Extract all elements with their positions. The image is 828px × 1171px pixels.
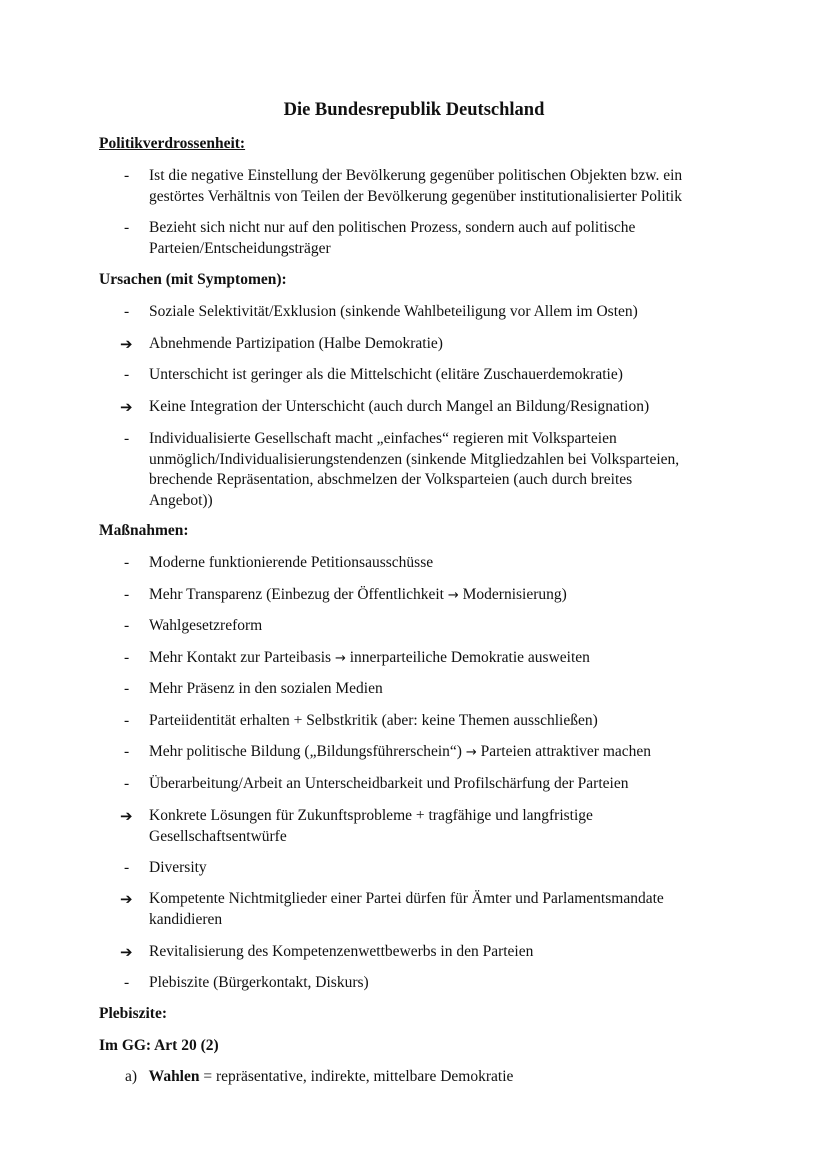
item-text: Keine Integration der Unterschicht (auch durch Mangel an Bildung/Resignation) [149,398,650,415]
item-text: Abnehmende Partizipation (Halbe Demokratie) [149,335,443,352]
item-text: Plebiszite (Bürgerkontakt, Diskurs) [149,974,369,991]
item-text: Mehr Kontakt zur Parteibasis → innerparteiliche Demokratie ausweiten [149,649,590,666]
dash-bullet: - [124,617,130,634]
item-text: Revitalisierung des Kompetenzenwettbewerbs in den Parteien [149,943,534,960]
item-text: brechende Repräsentation, abschmelzen der Volksparteien (auch durch breites [149,471,633,488]
heading-massnahmen: Maßnahmen: [99,522,189,539]
dash-bullet: - [124,586,130,603]
dash-bullet: - [124,974,130,991]
dash-bullet: - [124,743,130,760]
item-text: unmöglich/Individualisierungstendenzen (sinkende Mitgliedzahlen bei Volksparteien, [149,450,680,468]
item-term: Wahlen [148,1068,200,1085]
heading-im-gg: Im GG: Art 20 (2) [99,1037,219,1054]
right-arrow-icon: → [447,588,459,603]
lettered-item [125,1068,513,1086]
item-text: Individualisierte Gesellschaft macht „einfaches“ regieren mit Volksparteien [149,430,617,447]
right-arrow-icon: → [465,745,477,760]
heading-ursachen: Ursachen (mit Symptomen): [99,271,287,288]
item-text: Konkrete Lösungen für Zukunftsprobleme + tragfähige und langfristige [149,807,593,824]
dash-bullet: - [124,366,130,383]
arrow-bullet-icon: ➔ [120,943,133,961]
item-text: Parteien/Entscheidungsträger [149,239,331,257]
item-definition: = repräsentative, indirekte, mittelbare Demokratie [199,1068,514,1085]
item-text: gestörtes Verhältnis von Teilen der Bevölkerung gegenüber institutionalisierter Politik [149,187,682,205]
dash-bullet: - [124,167,130,184]
item-label: a) [125,1068,138,1085]
dash-bullet: - [124,554,130,571]
arrow-bullet-icon: ➔ [120,335,133,353]
item-text: Mehr Präsenz in den sozialen Medien [149,680,383,697]
item-text: Moderne funktionierende Petitionsausschüsse [149,554,434,571]
item-text: Gesellschaftsentwürfe [149,827,287,845]
item-text: Unterschicht ist geringer als die Mittelschicht (elitäre Zuschauerdemokratie) [149,366,623,383]
item-text: Ist die negative Einstellung der Bevölkerung gegenüber politischen Objekten bzw. ein [149,167,683,184]
item-text: Wahlgesetzreform [149,617,263,634]
right-arrow-icon: → [334,651,346,666]
item-text: Soziale Selektivität/Exklusion (sinkende Wahlbeteiligung vor Allem im Osten) [149,303,638,320]
item-text: Überarbeitung/Arbeit an Unterscheidbarkeit und Profilschärfung der Parteien [149,775,629,792]
heading-politikverdrossenheit: Politikverdrossenheit: [99,135,246,152]
arrow-bullet-icon: ➔ [120,398,133,416]
dash-bullet: - [124,859,130,876]
dash-bullet: - [124,430,130,447]
item-text: kandidieren [149,910,223,928]
dash-bullet: - [124,303,130,320]
arrow-bullet-icon: ➔ [120,807,133,825]
heading-plebiszite: Plebiszite: [99,1005,168,1022]
page-title: Die Bundesrepublik Deutschland [283,100,545,120]
dash-bullet: - [124,649,130,666]
item-text: Mehr politische Bildung („Bildungsführerschein“) → Parteien attraktiver machen [149,743,652,760]
item-text: Bezieht sich nicht nur auf den politischen Prozess, sondern auch auf politische [149,219,636,236]
dash-bullet: - [124,219,130,236]
item-text: Mehr Transparenz (Einbezug der Öffentlichkeit → Modernisierung) [149,586,567,603]
item-text: Diversity [149,859,207,876]
item-text: Kompetente Nichtmitglieder einer Partei dürfen für Ämter und Parlamentsmandate [149,890,664,907]
arrow-bullet-icon: ➔ [120,890,133,908]
dash-bullet: - [124,775,130,792]
item-text: Parteiidentität erhalten + Selbstkritik (aber: keine Themen ausschließen) [149,712,598,729]
dash-bullet: - [124,712,130,729]
dash-bullet: - [124,680,130,697]
item-text: Angebot)) [149,491,213,509]
